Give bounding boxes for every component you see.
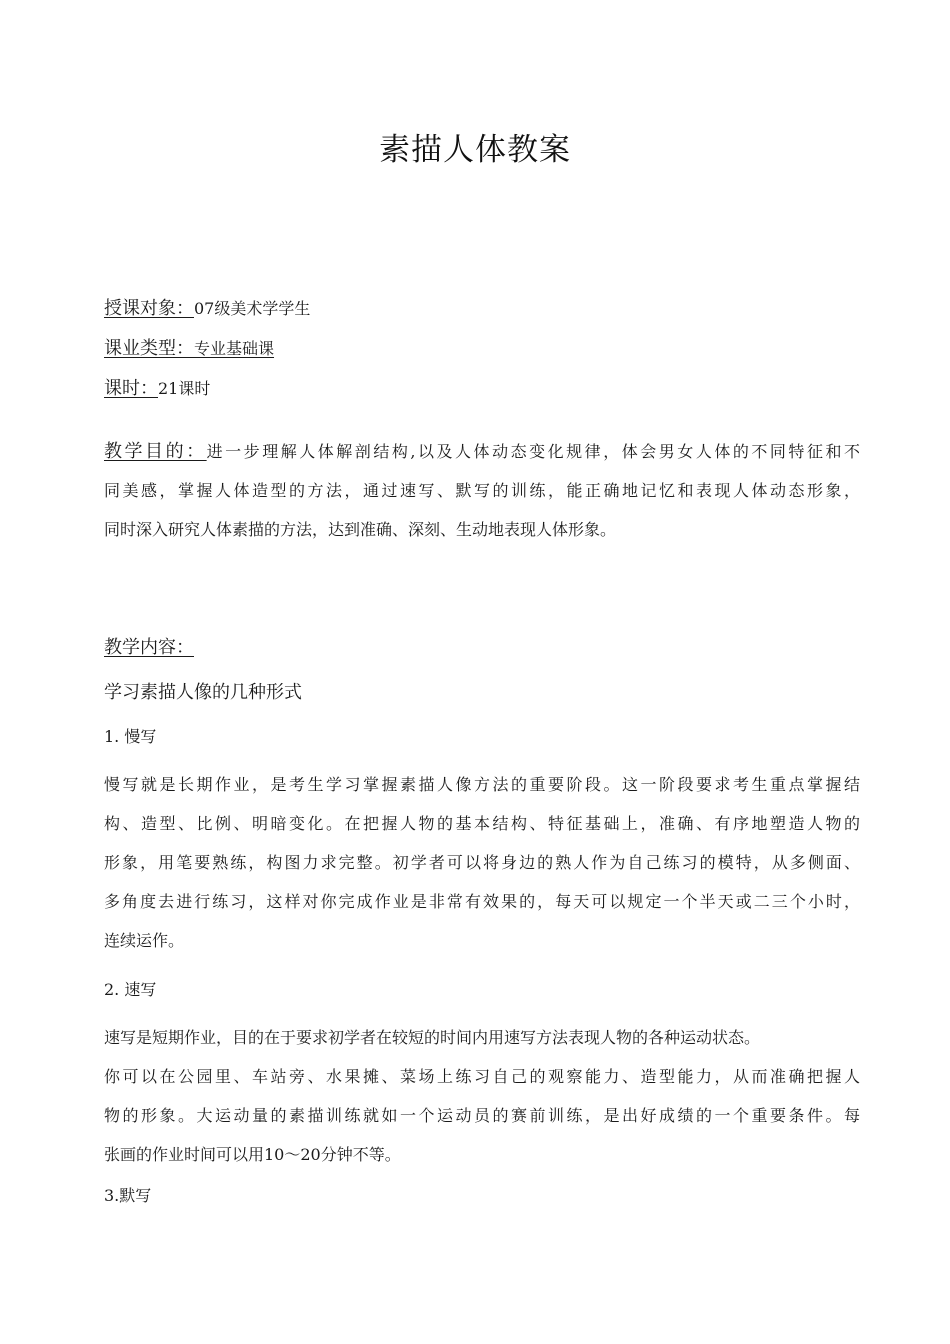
hours-label: 课时： [104, 378, 158, 399]
goal-label: 教学目的： [104, 441, 207, 462]
body-line: 形象，用笔要熟练，构图力求完整。初学者可以将身边的熟人作为自己练习的模特，从多侧面、 [104, 853, 860, 872]
body-line: 慢写就是长期作业，是考生学习掌握素描人像方法的重要阶段。这一阶段要求考生重点掌握结 [104, 775, 860, 794]
body-line: 物的形象。大运动量的素描训练就如一个运动员的赛前训练，是出好成绩的一个重要条件。每 [104, 1106, 860, 1125]
body-line: 速写是短期作业，目的在于要求初学者在较短的时间内用速写方法表现人物的各种运动状态。 [104, 1028, 761, 1047]
course-type-value: 专业基础课 [194, 339, 275, 358]
section-heading: 2. 速写 [104, 980, 157, 999]
content-label-wrap [104, 636, 194, 660]
goal-line: 同美感，掌握人体造型的方法，通过速写、默写的训练，能正确地记忆和表现人体动态形象， [104, 481, 860, 500]
document-title: 素描人体教案 [379, 132, 571, 168]
goal-line [104, 432, 860, 471]
audience-field [104, 298, 310, 320]
body-line: 连续运作。 [104, 931, 185, 950]
course-type-field [104, 338, 274, 360]
content-label: 教学内容： [104, 637, 194, 658]
goal-line-text: 进一步理解人体解剖结构,以及人体动态变化规律，体会男女人体的不同特征和不 [206, 442, 861, 461]
body-line: 构、造型、比例、明暗变化。在把握人物的基本结构、特征基础上，准确、有序地塑造人物的 [104, 814, 860, 833]
audience-value: 07级美术学学生 [194, 299, 311, 318]
section-body [104, 1018, 860, 1174]
section-heading: 1. 慢写 [104, 727, 157, 746]
body-line: 张画的作业时间可以用10〜20分钟不等。 [104, 1145, 401, 1164]
course-type-label: 课业类型： [104, 338, 194, 359]
section-heading: 3.默写 [104, 1186, 152, 1205]
body-line: 多角度去进行练习，这样对你完成作业是非常有效果的，每天可以规定一个半天或二三个小时， [104, 892, 860, 911]
teaching-goal [104, 432, 860, 549]
goal-line: 同时深入研究人体素描的方法，达到准确、深刻、生动地表现人体形象。 [104, 520, 617, 539]
body-line: 你可以在公园里、车站旁、水果摊、菜场上练习自己的观察能力、造型能力，从而准确把握人 [104, 1067, 860, 1086]
hours-field [104, 378, 210, 400]
content-subtitle: 学习素描人像的几种形式 [104, 682, 302, 703]
audience-label: 授课对象： [104, 298, 194, 319]
hours-value: 21课时 [158, 379, 211, 398]
section-body [104, 765, 860, 960]
